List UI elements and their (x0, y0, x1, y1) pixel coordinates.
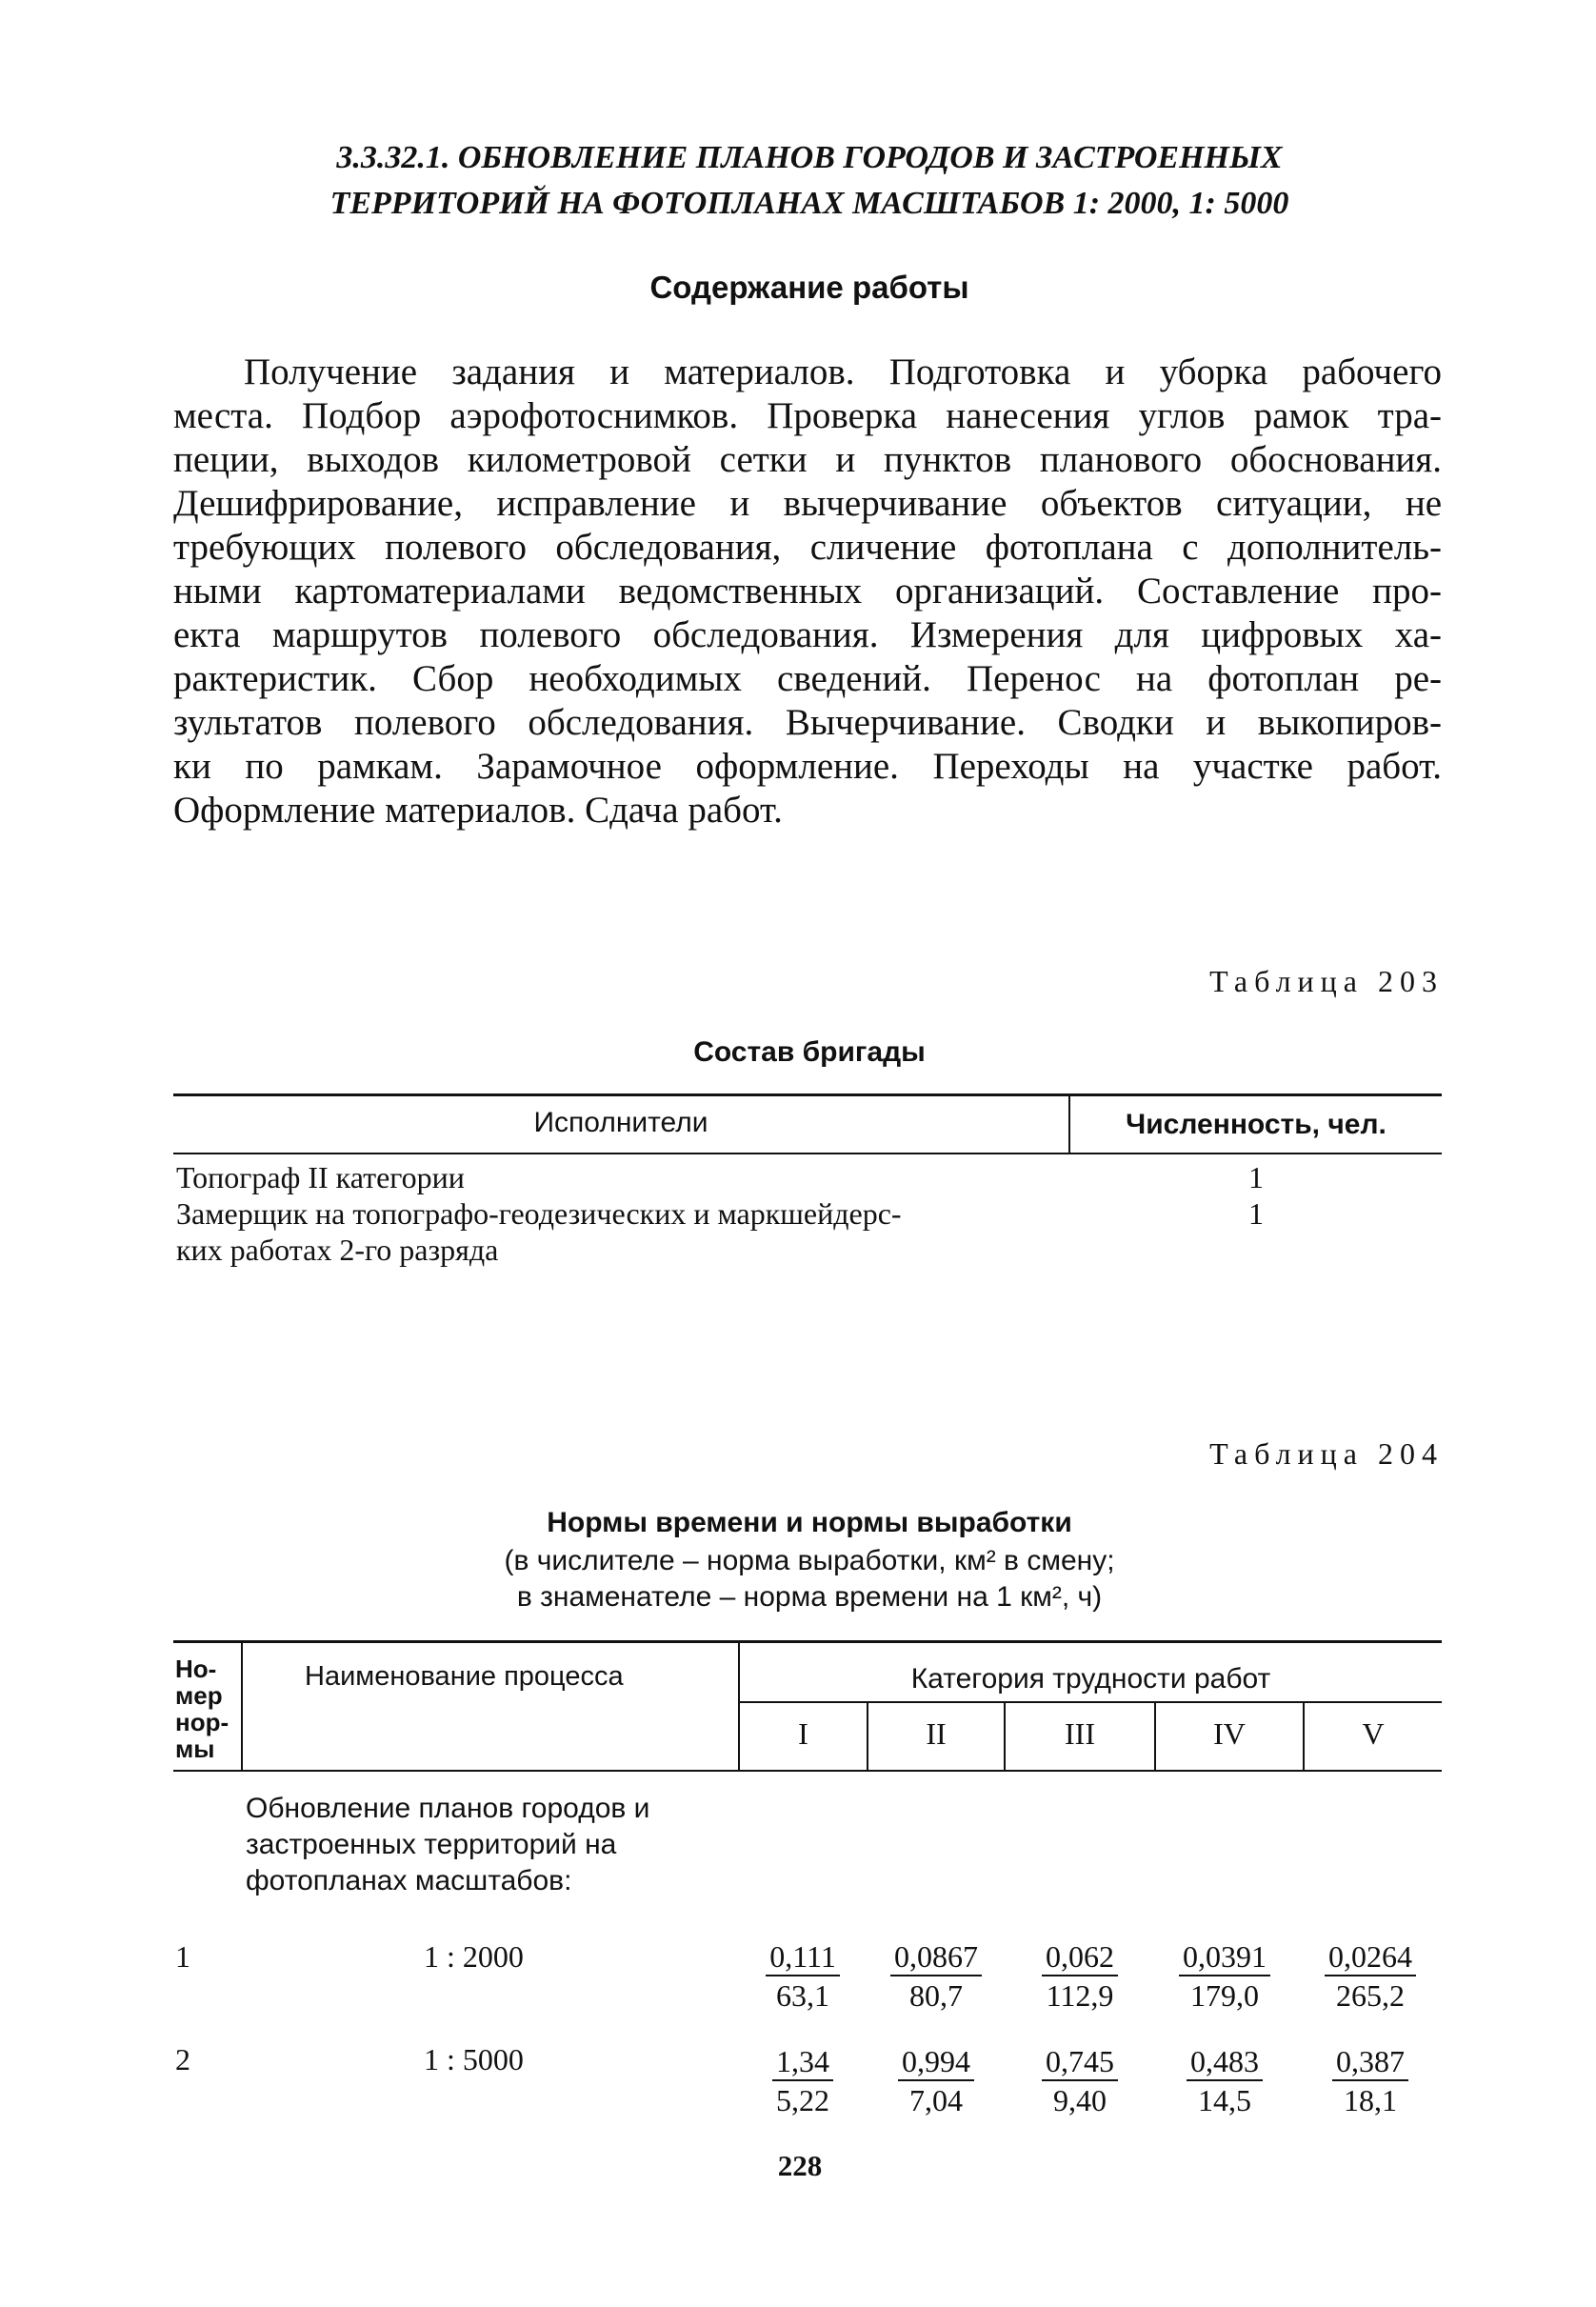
section-subtitle: Содержание работы (649, 270, 969, 305)
table-203-header-count: Численность, чел. (1126, 1109, 1387, 1140)
table-204-header-number (175, 1655, 229, 1762)
table-204-label: Таблица 204 (1209, 1436, 1444, 1471)
paragraph-line: Получение задания и материалов. Подготовка и уборка рабочего (244, 351, 1442, 392)
table-203-row-2-performer-line-1: Замерщик на топографо-геодезических и маркшейдерс- (176, 1196, 902, 1231)
norm-output: 1,34 (772, 2043, 833, 2081)
row-1-number: 1 (175, 1939, 190, 1974)
row-1-cat-v-value (1308, 1937, 1432, 2015)
norm-output: 0,0264 (1325, 1938, 1416, 1976)
table-203-header-performers: Исполнители (533, 1107, 708, 1138)
work-content-paragraph (173, 351, 1442, 833)
header-number-line: нор- (175, 1708, 229, 1736)
norm-time: 179,0 (1190, 1978, 1259, 2013)
row-1-cat-iii-value (1018, 1937, 1142, 2015)
table-203-row-2-performer-line-2: ких работах 2-го разряда (176, 1233, 499, 1267)
row-1-cat-ii-value (874, 1937, 998, 2015)
category-iv: IV (1213, 1716, 1246, 1751)
category-v: V (1362, 1716, 1385, 1751)
group-label-line: Обновление планов городов и (246, 1793, 650, 1824)
norm-time: 112,9 (1046, 1978, 1114, 2013)
row-1-cat-iv-value (1163, 1937, 1287, 2015)
norm-time: 80,7 (909, 1978, 963, 2013)
table-204-subtitle-line-1: (в числителе – норма выработки, км² в смену; (504, 1545, 1115, 1576)
row-2-cat-i-value (741, 2042, 865, 2119)
row-1-scale: 1 : 2000 (424, 1939, 524, 1974)
table-204-top-rule (173, 1640, 1442, 1643)
section-title-line-1: 3.3.32.1. ОБНОВЛЕНИЕ ПЛАНОВ ГОРОДОВ И ЗАСТРОЕННЫХ (336, 140, 1283, 175)
norm-output: 0,0391 (1179, 1938, 1270, 1976)
table-204-header-process: Наименование процесса (305, 1661, 624, 1692)
table-204-header-category: Категория трудности работ (910, 1663, 1271, 1695)
norm-time: 9,40 (1053, 2083, 1107, 2117)
category-ii: II (926, 1716, 947, 1751)
table-203-row-1-performer: Топограф II категории (176, 1160, 465, 1194)
norm-output: 0,111 (766, 1938, 840, 1976)
norm-time: 18,1 (1344, 2083, 1397, 2117)
row-2-number: 2 (175, 2042, 190, 2076)
row-2-cat-iv-value (1163, 2042, 1287, 2119)
category-i: I (798, 1716, 808, 1751)
norm-output: 0,0867 (890, 1938, 982, 1976)
table-203-title: Состав бригады (693, 1036, 926, 1068)
header-number-line: мы (175, 1735, 215, 1763)
norm-time: 7,04 (909, 2083, 963, 2117)
section-title-line-2: ТЕРРИТОРИЙ НА ФОТОПЛАНАХ МАСШТАБОВ 1: 2000, 1: 5000 (329, 186, 1289, 221)
norm-time: 265,2 (1336, 1978, 1405, 2013)
table-203-header-rule (173, 1153, 1442, 1154)
table-204-subtitle-line-2: в знаменателе – норма времени на 1 км², ч) (516, 1581, 1103, 1613)
paragraph-line: Оформление материалов. Сдача работ. (173, 790, 783, 831)
header-number-line: Но- (175, 1655, 217, 1683)
paragraph-line: места. Подбор аэрофотоснимков. Проверка нанесения углов рамок тра- (173, 395, 1442, 436)
category-iii: III (1065, 1716, 1095, 1751)
norm-time: 5,22 (776, 2083, 829, 2117)
norm-output: 0,745 (1042, 2043, 1118, 2081)
table-203-label: Таблица 203 (1209, 964, 1444, 998)
paragraph-line: требующих полевого обследования, сличение фотоплана с дополнитель- (173, 527, 1442, 568)
table-204-group-label (246, 1791, 649, 1899)
norm-output: 0,062 (1042, 1938, 1118, 1976)
table-204-divider-number (241, 1640, 243, 1770)
table-203-top-rule (173, 1093, 1442, 1096)
table-204-category-rule (738, 1701, 1442, 1703)
table-203-row-1-count: 1 (1248, 1160, 1264, 1194)
header-number-line: мер (175, 1681, 223, 1710)
group-label-line: застроенных территорий на (246, 1829, 617, 1860)
group-label-line: фотопланах масштабов: (246, 1865, 572, 1896)
paragraph-line: зультатов полевого обследования. Вычерчивание. Сводки и выкопиров- (173, 702, 1442, 743)
norm-time: 63,1 (776, 1978, 829, 2013)
table-204-title: Нормы времени и нормы выработки (547, 1507, 1072, 1538)
paragraph-line: екта маршрутов полевого обследования. Измерения для цифровых ха- (173, 614, 1442, 655)
paragraph-line: пеции, выходов километровой сетки и пунктов планового обоснования. (173, 439, 1442, 480)
row-2-scale: 1 : 5000 (424, 2042, 524, 2076)
paragraph-line: Дешифрирование, исправление и вычерчивание объектов ситуации, не (173, 483, 1442, 524)
row-1-cat-i-value (741, 1937, 865, 2015)
row-2-cat-ii-value (874, 2042, 998, 2119)
row-2-cat-iii-value (1018, 2042, 1142, 2119)
norm-output: 0,994 (898, 2043, 974, 2081)
norm-output: 0,483 (1187, 2043, 1263, 2081)
norm-time: 14,5 (1198, 2083, 1251, 2117)
paragraph-line: ки по рамкам. Зарамочное оформление. Переходы на участке работ. (173, 746, 1442, 787)
norm-output: 0,387 (1332, 2043, 1408, 2081)
table-203-row-2-count: 1 (1248, 1196, 1264, 1231)
row-2-cat-v-value (1308, 2042, 1432, 2119)
table-204-header-rule (173, 1770, 1442, 1772)
paragraph-line: ными картоматериалами ведомственных организаций. Составление про- (173, 571, 1442, 612)
page-number: 228 (777, 2149, 823, 2182)
paragraph-line: рактеристик. Сбор необходимых сведений. Перенос на фотоплан ре- (173, 658, 1442, 699)
